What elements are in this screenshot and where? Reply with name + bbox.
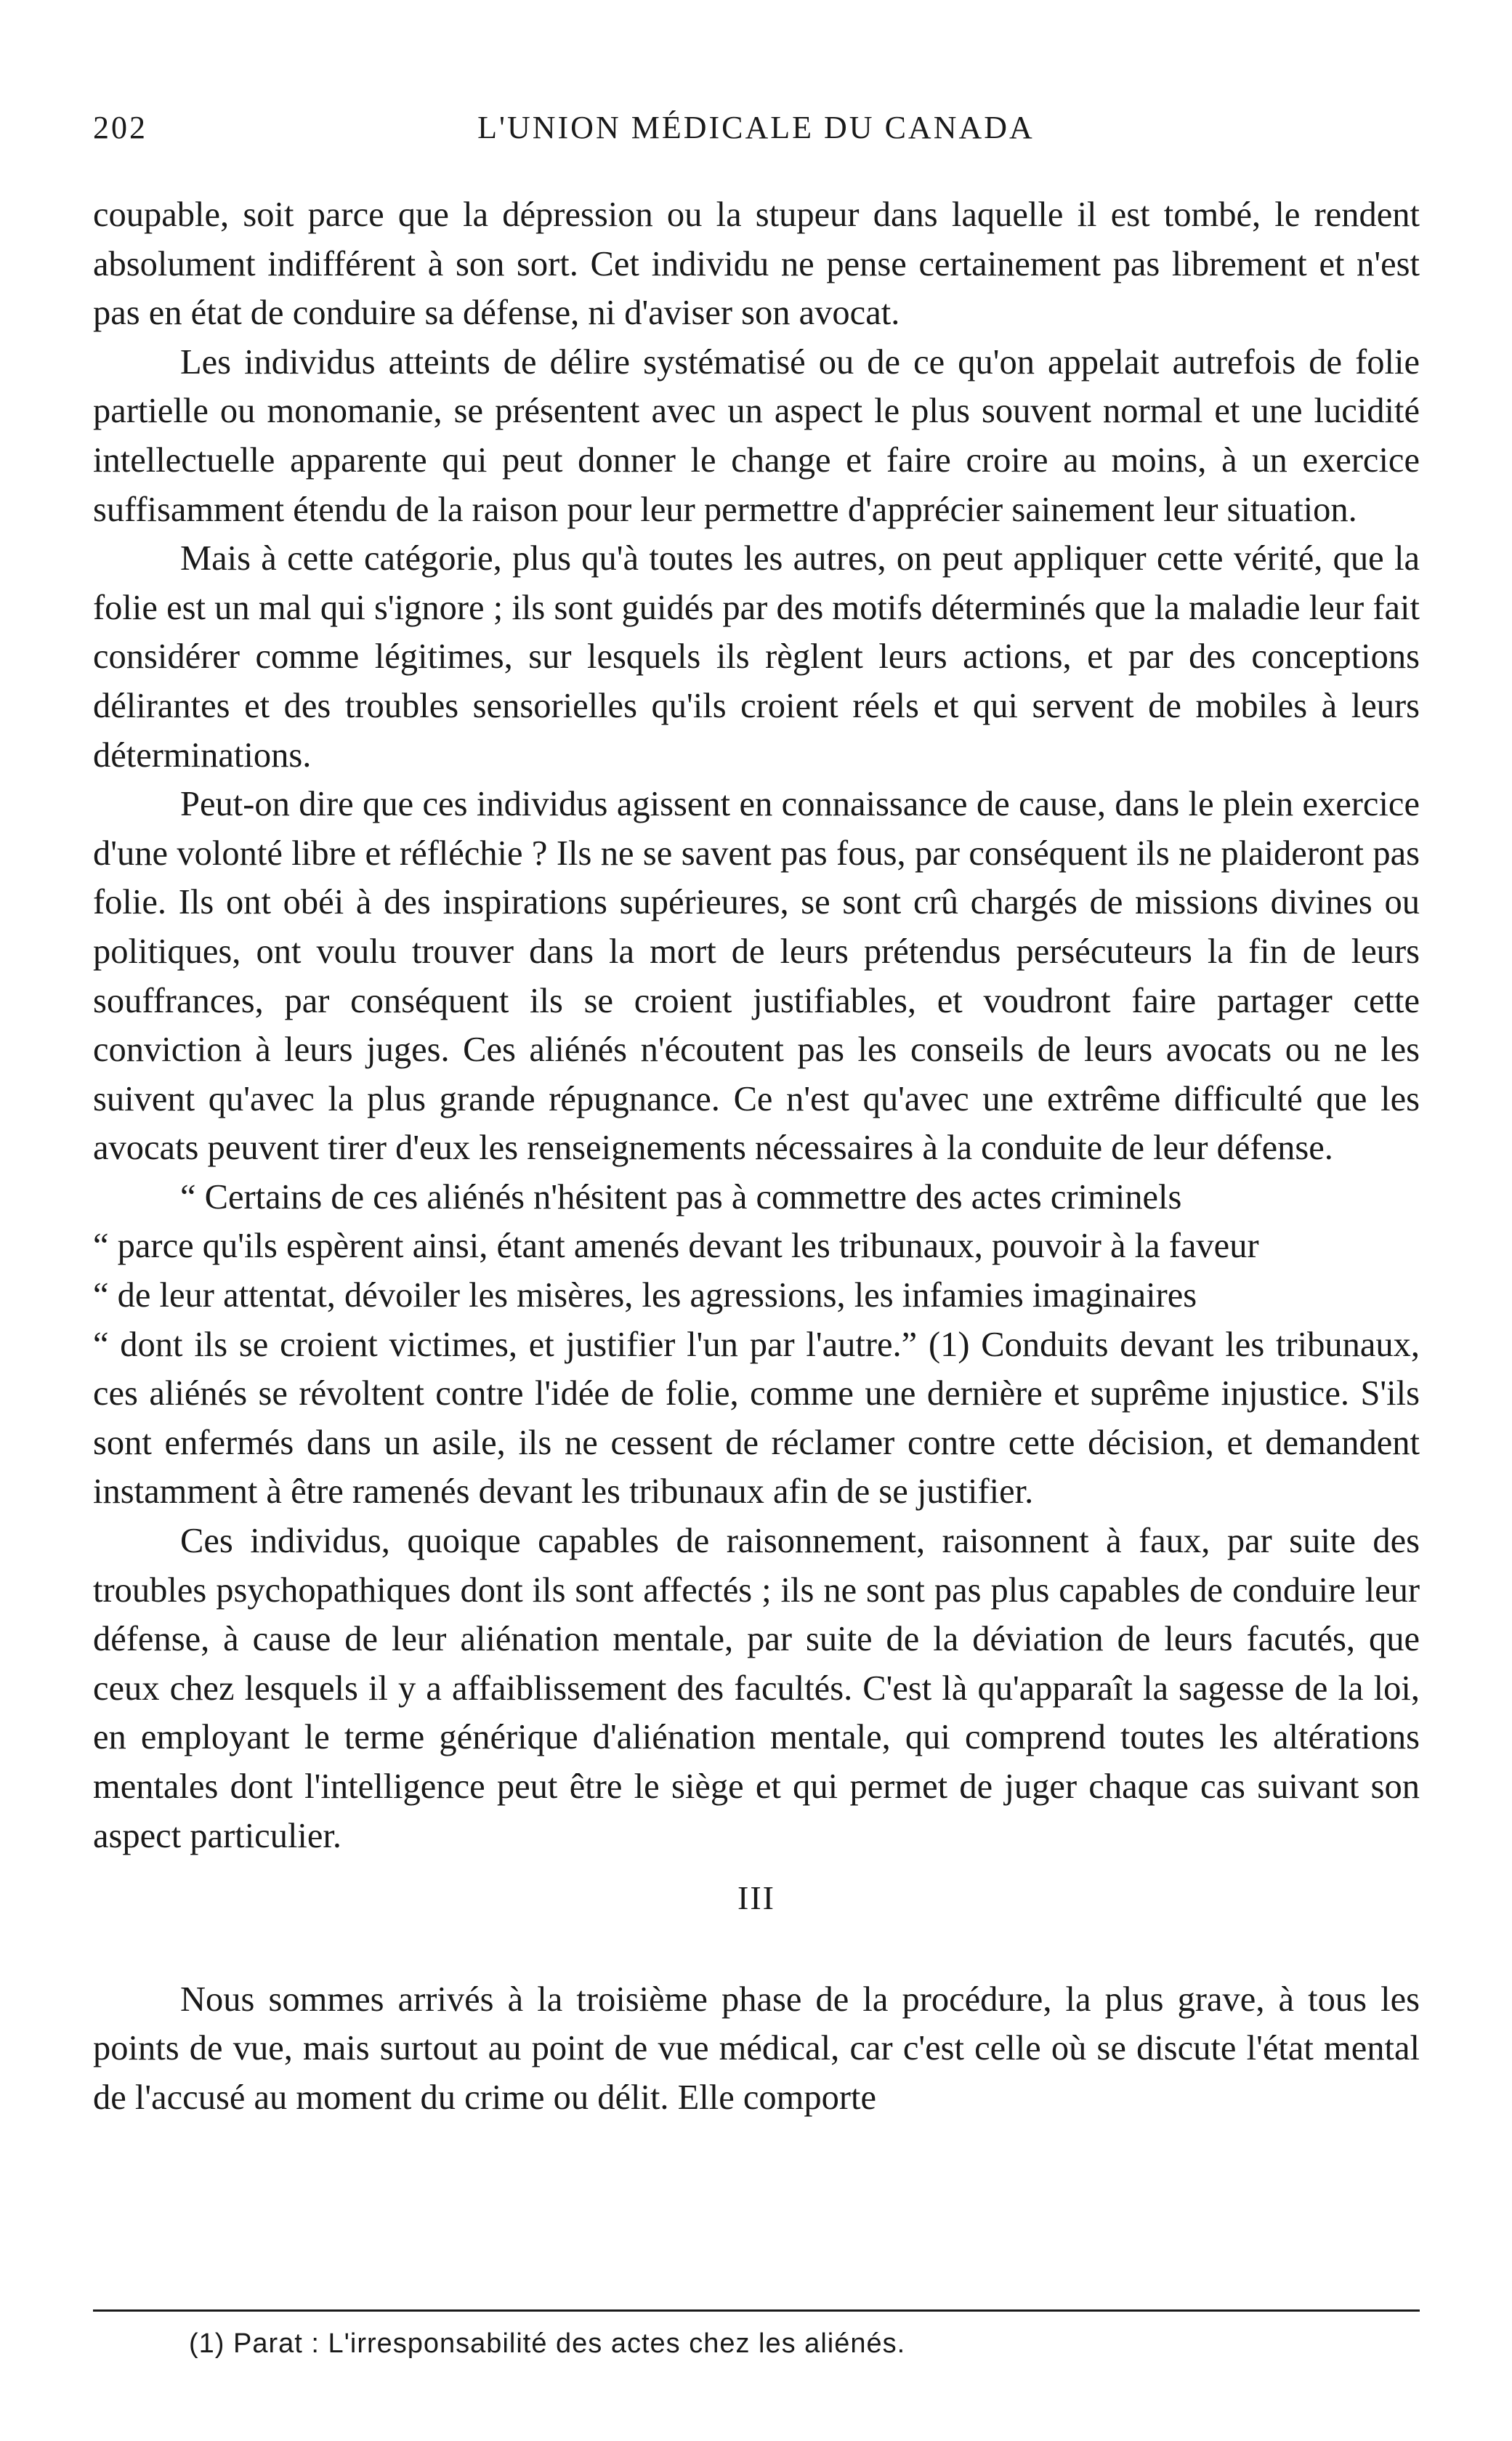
paragraph-1: coupable, soit parce que la dépression ou la stupeur dans laquelle il est tombé, le rendent absolument indifférent à son sort. Cet individu ne pense certainement pas librement et n'est pas en état de conduire sa défense, ni d'aviser son avocat. (93, 195, 1420, 333)
quote-line-1: “ Certains de ces aliénés n'hésitent pas à commettre des actes criminels (180, 1177, 1182, 1217)
quote-line-3: “ de leur attentat, dévoiler les misères, les agressions, les infamies imaginaires (93, 1276, 1197, 1315)
section-heading: III (737, 1879, 775, 1917)
paragraph-6: Nous sommes arrivés à la troisième phase de la procédure, la plus grave, à tous les points de vue, mais surtout au point de vue médical, car c'est celle où se discute l'état mental de l'accusé au moment du crime ou délit. Elle comporte (93, 1980, 1420, 2117)
page-header (93, 109, 1419, 153)
paragraph-4: Peut-on dire que ces individus agissent en connaissance de cause, dans le plein exercice d'une volonté libre et réfléchie ? Ils ne se savent pas fous, par conséquent ils ne plaideront pas folie. Ils ont obéi à des inspirations supérieures, se sont crû chargés de missions divines ou politiques, ont voulu trouver dans la mort de leurs prétendus persécuteurs la fin de leurs souffrances, par conséquent ils se croient justifiables, et voudront faire partager cette conviction à leurs juges. Ces aliénés n'écoutent pas les conseils de leurs avocats ou ne les suivent qu'avec la plus grande répugnance. Ce n'est qu'avec une extrême difficulté que les avocats peuvent tirer d'eux les renseignements nécessaires à la conduite de leur défense. (93, 785, 1420, 1168)
quote-line-2: “ parce qu'ils espèrent ainsi, étant amenés devant les tribunaux, pouvoir à la faveur (93, 1227, 1259, 1266)
paragraph-5: Ces individus, quoique capables de raisonnement, raisonnent à faux, par suite des troubles psychopathiques dont ils sont affectés ; ils ne sont pas plus capables de conduire leur défense, à cause de leur aliénation mentale, par suite de la déviation de leurs facutés, que ceux chez lesquels il y a affaiblissement des facultés. C'est là qu'apparaît la sagesse de la loi, en employant le terme générique d'aliénation mentale, qui comprend toutes les altérations mentales dont l'intelligence peut être le siège et qui permet de juger chaque cas suivant son aspect particulier. (93, 1522, 1420, 1855)
footnote: (1) Parat : L'irresponsabilité des actes chez les aliénés. (189, 2328, 906, 2359)
page-number: 202 (93, 110, 147, 145)
paragraph-2: Les individus atteints de délire systématisé ou de ce qu'on appelait autrefois de folie partielle ou monomanie, se présentent avec un aspect le plus souvent normal et une lucidité intellectuelle apparente qui peut donner le change et faire croire au moins, à un exercice suffisamment étendu de la raison pour leur permettre d'apprécier sainement leur situation. (93, 342, 1420, 529)
paragraph-3: Mais à cette catégorie, plus qu'à toutes les autres, on peut appliquer cette vérité, que la folie est un mal qui s'ignore ; ils sont guidés par des motifs déterminés que la maladie leur fait considérer comme légitimes, sur lesquels ils règlent leurs actions, et par des conceptions délirantes et des troubles sensorielles qu'ils croient réels et qui servent de mobiles à leurs déterminations. (93, 539, 1420, 775)
footnote-rule (93, 2309, 1420, 2312)
body-text (93, 190, 1420, 2123)
quote-line-4: “ dont ils se croient victimes, et justifier l'un par l'autre.” (1) Conduits devant les tribunaux, ces aliénés se révoltent contre l'idée de folie, comme une dernière et suprême injustice. S'ils sont enfermés dans un asile, ils ne cessent de réclamer contre cette décision, et demandent instamment à être ramenés devant les tribunaux afin de se justifier. (93, 1325, 1420, 1512)
running-head: L'UNION MÉDICALE DU CANADA (477, 110, 1035, 145)
